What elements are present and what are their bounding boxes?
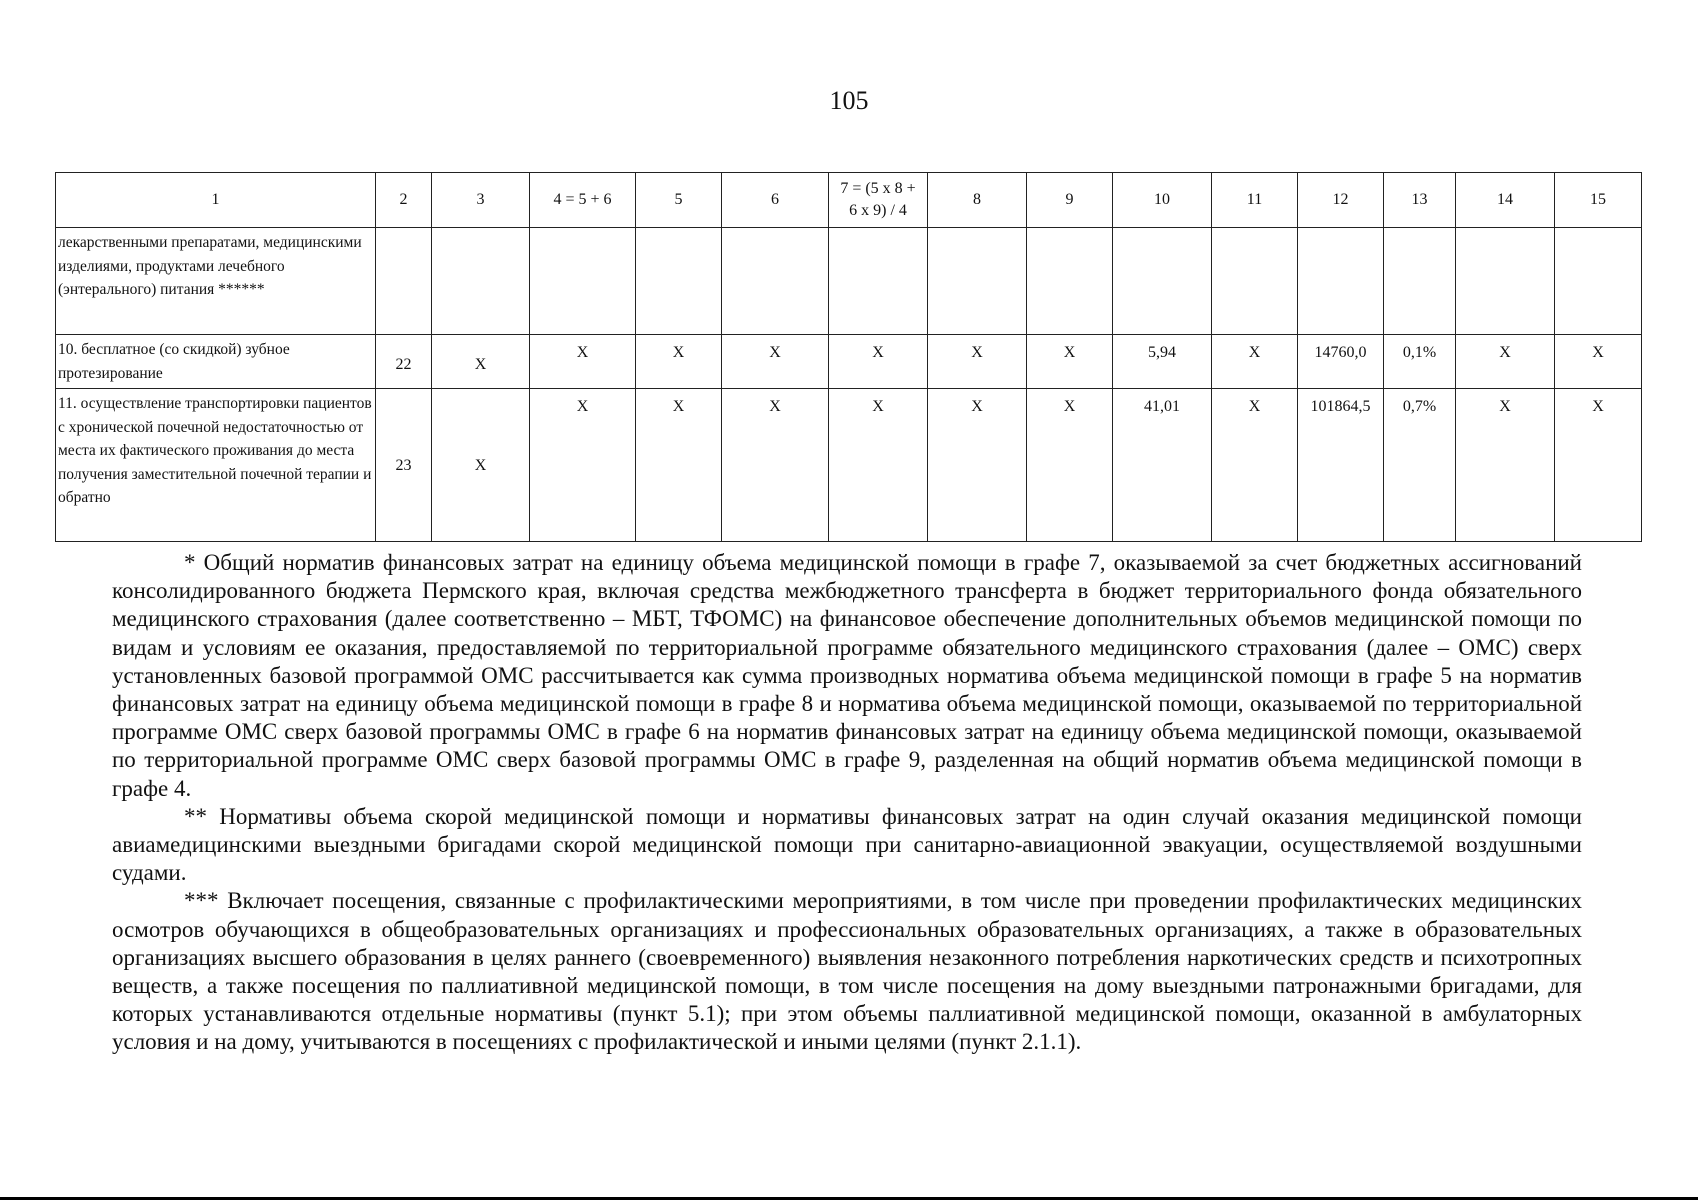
table-cell: X xyxy=(928,335,1027,389)
table-cell xyxy=(829,228,928,335)
footnote-2: ** Нормативы объема скорой медицинской помощи и нормативы финансовых затрат на один случай оказания медицинской помощи авиамедицинскими выездными бригадами скорой медицинской помощи при санитарно-авиационной эвакуации, осуществляемой воздушными судами. xyxy=(112,803,1582,886)
column-header: 9 xyxy=(1027,173,1113,228)
column-header: 3 xyxy=(432,173,530,228)
table-header-row xyxy=(56,173,1642,228)
table-cell: 5,94 xyxy=(1113,335,1212,389)
table-cell xyxy=(432,228,530,335)
table-row xyxy=(56,228,1642,335)
row-label: лекарственными препаратами, медицинскими изделиями, продуктами лечебного (энтерального) питания ****** xyxy=(56,228,376,335)
column-header: 10 xyxy=(1113,173,1212,228)
table-cell xyxy=(722,228,829,335)
table-cell xyxy=(376,228,432,335)
table-row xyxy=(56,335,1642,389)
table-cell: X xyxy=(829,335,928,389)
table-cell xyxy=(1298,228,1384,335)
table-cell: X xyxy=(530,335,636,389)
column-header: 15 xyxy=(1555,173,1642,228)
table-cell: 14760,0 xyxy=(1298,335,1384,389)
table-cell xyxy=(636,228,722,335)
table-cell: X xyxy=(1555,389,1642,542)
table-cell: X xyxy=(1027,389,1113,542)
table-cell: X xyxy=(636,389,722,542)
table-cell: X xyxy=(928,389,1027,542)
table-cell: X xyxy=(1456,335,1555,389)
footnotes xyxy=(112,549,1582,1057)
footnote-3: *** Включает посещения, связанные с профилактическими мероприятиями, в том числе при проведении профилактических медицинских осмотров обучающихся в общеобразовательных организациях и профессиональных образовательных организациях, а также в образовательных организациях высшего образования в целях раннего (своевременного) выявления незаконного потребления наркотических средств и психотропных веществ, а также посещения по паллиативной медицинской помощи, в том числе посещения на дому выездными патронажными бригадами, для которых устанавливаются отдельные нормативы (пункт 5.1); при этом объемы паллиативной медицинской помощи, оказанной в амбулаторных условия и на дому, учитываются в посещениях с профилактической и иными целями (пункт 2.1.1). xyxy=(112,888,1582,1055)
table-cell: 0,7% xyxy=(1384,389,1456,542)
row-number-cell: 23 xyxy=(376,389,432,542)
row-label: 10. бесплатное (со скидкой) зубное протезирование xyxy=(56,335,376,389)
table-cell xyxy=(1555,228,1642,335)
table-cell: X xyxy=(1456,389,1555,542)
page-number: 105 xyxy=(829,86,869,115)
footnote-1: * Общий норматив финансовых затрат на единицу объема медицинской помощи в графе 7, оказываемой за счет бюджетных ассигнований консолидированного бюджета Пермского края, включая средства межбюджетного трансферта в бюджет территориального фонда обязательного медицинского страхования (далее соответственно – МБТ, ТФОМС) на финансовое обеспечение дополнительных объемов медицинской помощи по видам и условиям ее оказания, предоставляемой по территориальной программе обязательного медицинского страхования (далее – ОМС) сверх установленных базовой программой ОМС рассчитывается как сумма производных норматива объема медицинской помощи в графе 5 на норматив финансовых затрат на единицу объема медицинской помощи в графе 8 и норматива объема медицинской помощи, оказываемой по территориальной программе ОМС сверх базовой программы ОМС в графе 6 на норматив финансовых затрат на единицу объема медицинской помощи, оказываемой по территориальной программе ОМС сверх базовой программы ОМС в графе 9, разделенная на общий норматив объема медицинской помощи в графе 4. xyxy=(112,550,1582,801)
table-cell: X xyxy=(1027,335,1113,389)
column-header: 11 xyxy=(1212,173,1298,228)
column-header: 14 xyxy=(1456,173,1555,228)
table-cell: X xyxy=(1212,335,1298,389)
table-cell xyxy=(530,228,636,335)
table-cell: X xyxy=(722,389,829,542)
table-cell xyxy=(1456,228,1555,335)
column-header: 8 xyxy=(928,173,1027,228)
column-header: 13 xyxy=(1384,173,1456,228)
column-header: 1 xyxy=(56,173,376,228)
table-cell: X xyxy=(722,335,829,389)
column-header: 12 xyxy=(1298,173,1384,228)
table-cell xyxy=(1384,228,1456,335)
column-header: 6 xyxy=(722,173,829,228)
table-cell: X xyxy=(432,389,530,542)
norms-table xyxy=(55,172,1642,542)
table-cell xyxy=(1113,228,1212,335)
column-header: 5 xyxy=(636,173,722,228)
table-cell xyxy=(1212,228,1298,335)
table-cell: X xyxy=(1555,335,1642,389)
row-label: 11. осуществление транспортировки пациентов с хронической почечной недостаточностью от места их фактического проживания до места получения заместительной почечной терапии и обратно xyxy=(56,389,376,542)
table-cell: 0,1% xyxy=(1384,335,1456,389)
column-header: 4 = 5 + 6 xyxy=(530,173,636,228)
table-cell xyxy=(928,228,1027,335)
table-row xyxy=(56,389,1642,542)
table-cell: X xyxy=(530,389,636,542)
table-cell xyxy=(1027,228,1113,335)
table-cell: X xyxy=(1212,389,1298,542)
row-number-cell: 22 xyxy=(376,335,432,389)
table-cell: X xyxy=(829,389,928,542)
column-header: 7 = (5 x 8 + 6 x 9) / 4 xyxy=(829,173,928,228)
table-cell: 41,01 xyxy=(1113,389,1212,542)
table-cell: X xyxy=(636,335,722,389)
table-cell: X xyxy=(432,335,530,389)
table-cell: 101864,5 xyxy=(1298,389,1384,542)
column-header: 2 xyxy=(376,173,432,228)
